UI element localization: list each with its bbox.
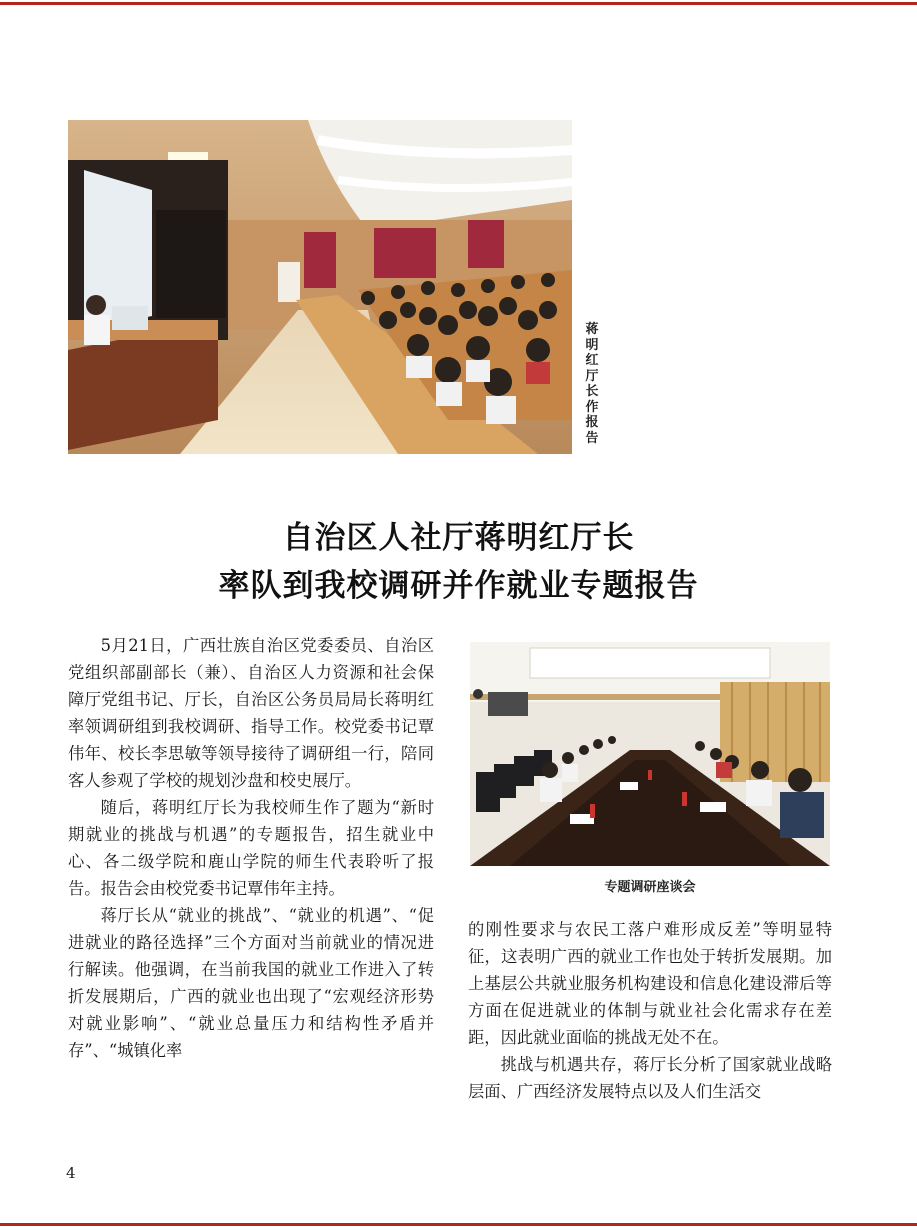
top-rule	[0, 2, 917, 5]
paragraph: 随后，蒋明红厅长为我校师生作了题为“新时期就业的挑战与机遇”的专题报告，招生就业中心、各二级学院和鹿山学院的师生代表聆听了报告。报告会由校党委书记覃伟年主持。	[68, 798, 434, 898]
bottom-rule	[0, 1223, 917, 1226]
paragraph: 的刚性要求与农民工落户难形成反差”等明显特征，这表明广西的就业工作也处于转折发展期。加上基层公共就业服务机构建设和信息化建设滞后等方面在促进就业的体制与就业社会化需求存在差距，因此就业面临的挑战无处不在。	[468, 920, 832, 1047]
article-right-column	[468, 916, 832, 1105]
page-number: 4	[66, 1164, 76, 1182]
photo-caption: 专题调研座谈会	[604, 880, 696, 895]
headline-line-1: 自治区人社厅蒋明红厅长	[282, 520, 635, 556]
meeting-photo	[470, 642, 830, 866]
photo-caption-vertical: 蒋明红厅长作报告	[585, 322, 599, 446]
paragraph: 5月21日，广西壮族自治区党委委员、自治区党组织部副部长（兼）、自治区人力资源和社会保障厅党组书记、厅长，自治区公务员局局长蒋明红率领调研组到我校调研、指导工作。校党委书记覃伟年、校长李思敏等领导接待了调研组一行，陪同客人参观了学校的规划沙盘和校史展厅。	[68, 636, 434, 790]
paragraph: 挑战与机遇共存，蒋厅长分析了国家就业战略层面、广西经济发展特点以及人们生活交	[468, 1055, 832, 1101]
article-left-column	[68, 632, 434, 1064]
lecture-hall-photo	[68, 120, 572, 454]
headline-line-2: 率队到我校调研并作就业专题报告	[218, 568, 699, 604]
paragraph: 蒋厅长从“就业的挑战”、“就业的机遇”、“促进就业的路径选择”三个方面对当前就业的情况进行解读。他强调，在当前我国的就业工作进入了转折发展期后，广西的就业也出现了“宏观经济形势对就业影响”、“就业总量压力和结构性矛盾并存”、“城镇化率	[68, 906, 434, 1060]
